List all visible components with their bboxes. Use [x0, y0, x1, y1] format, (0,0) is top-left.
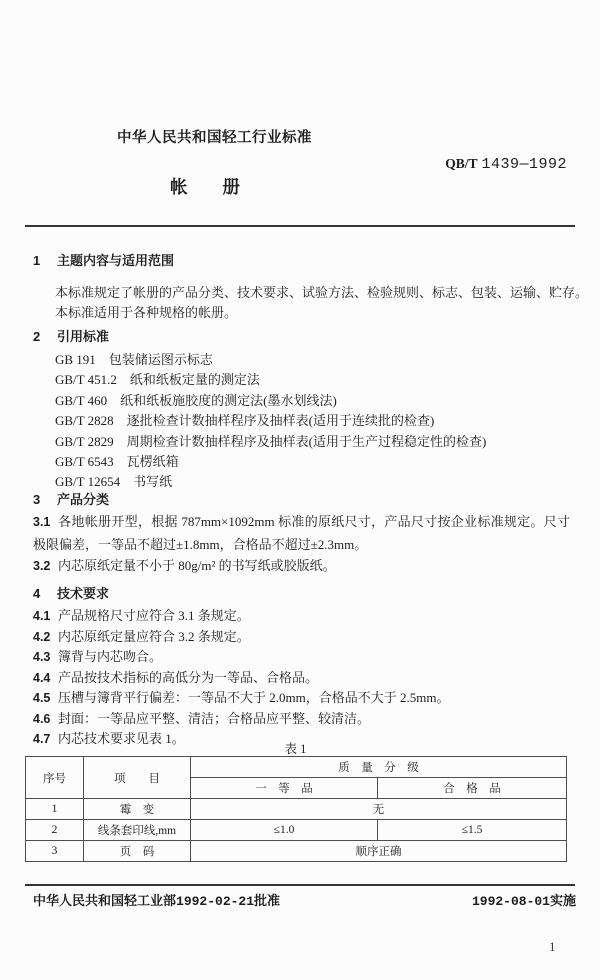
reference-item: [55, 350, 486, 370]
table-cell-seq: 2: [26, 820, 84, 841]
reference-title: 逐批检查计数抽样程序及抽样表(适用于连续批的检查): [126, 413, 435, 429]
header-divider: [25, 225, 575, 227]
clause-4-3: [33, 647, 449, 668]
table-cell-seq: 3: [26, 841, 84, 862]
approval-suffix: 批准: [254, 893, 281, 908]
document-title: 帐 册: [170, 177, 240, 197]
table-cell-first-grade: ≤1.0: [191, 820, 378, 841]
reference-item: [55, 432, 486, 452]
table-cell-seq: 1: [26, 799, 84, 820]
table-cell-value: 无: [191, 799, 567, 820]
clause-4-1: [33, 606, 449, 627]
section-2-heading: [33, 326, 109, 345]
clause-4-7-text: 内芯技术要求见表 1。: [58, 731, 185, 746]
clause-4-2-text: 内芯原纸定量应符合 3.2 条规定。: [58, 628, 250, 644]
section-4-clauses: [33, 606, 449, 750]
table-row: [26, 820, 567, 841]
scope-paragraph-2: 本标准适用于各种规格的帐册。: [55, 305, 238, 320]
reference-title: 纸和纸板施胶度的测定法(墨水划线法): [120, 392, 337, 408]
reference-item: [55, 472, 486, 492]
section-1-title: 主题内容与适用范围: [57, 253, 175, 268]
table-1-caption: 表 1: [284, 742, 307, 756]
reference-title: 包装储运图示标志: [108, 352, 213, 367]
clause-4-5: [33, 688, 449, 709]
reference-code: GB/T 12654: [55, 474, 121, 490]
approval-org: 中华人民共和国轻工业部: [33, 893, 177, 908]
table-header-row-1: [26, 757, 567, 778]
clause-4-7-number: 4.7: [33, 732, 51, 746]
clause-3-1-text: 各地帐册开型，根据 787mm×1092mm 标准的原纸尺寸，产品尺寸按企业标准规定。尺寸极限偏差，一等品不超过±1.8mm，合格品不超过±2.3mm。: [33, 514, 570, 552]
clause-3-2-text: 内芯原纸定量不小于 80g/m² 的书写纸或胶版纸。: [58, 558, 336, 573]
section-4-heading: [33, 583, 109, 602]
reference-title: 书写纸: [133, 474, 173, 490]
clause-4-2: [33, 627, 449, 648]
clause-3-2-number: 3.2: [33, 559, 51, 573]
clause-4-3-number: 4.3: [33, 650, 51, 664]
footer-divider: [25, 884, 575, 886]
clause-3-1: [33, 511, 570, 556]
table-cell-value: 顺序正确: [191, 841, 567, 862]
reference-code: GB/T 2828: [55, 413, 114, 429]
clause-4-2-number: 4.2: [33, 629, 51, 644]
reference-code: GB/T 2829: [55, 433, 114, 449]
table-row: [26, 799, 567, 820]
standard-category-heading: 中华人民共和国轻工行业标准: [117, 130, 312, 146]
clause-4-6-text: 封面：一等品应平整、清洁；合格品应平整、较清洁。: [58, 710, 371, 726]
section-4-title: 技术要求: [57, 586, 110, 601]
page-number: 1: [549, 939, 556, 954]
clause-4-4-text: 产品按技术指标的高低分为一等品、合格品。: [58, 669, 319, 685]
reference-code: GB 191: [55, 352, 96, 367]
scope-paragraph-1: 本标准规定了帐册的产品分类、技术要求、试验方法、检验规则、标志、包装、运输、贮存。: [55, 285, 589, 300]
implementation-date: 1992-08-01: [471, 894, 550, 909]
table-header-item: 项 目: [84, 757, 191, 799]
reference-item: [55, 370, 486, 390]
clause-3-1-number: 3.1: [33, 515, 51, 529]
clause-3-2: [33, 555, 336, 574]
reference-code: GB/T 451.2: [55, 372, 117, 388]
clause-4-1-text: 产品规格尺寸应符合 3.1 条规定。: [58, 608, 250, 623]
reference-title: 周期检查计数抽样程序及抽样表(适用于生产过程稳定性的检查): [126, 433, 487, 449]
standard-number: [445, 155, 567, 173]
section-1-heading: [33, 250, 174, 269]
clause-4-6-number: 4.6: [33, 711, 51, 726]
reference-list: [55, 350, 486, 493]
clause-4-5-text: 压槽与簿背平行偏差：一等品不大于 2.0mm，合格品不大于 2.5mm。: [58, 690, 450, 705]
reference-item: [55, 411, 486, 431]
section-4-number: 4: [33, 586, 41, 601]
standard-number-digits: 1439—1992: [481, 156, 567, 173]
implementation-suffix: 实施: [549, 893, 576, 908]
table-header-qualified-grade: 合 格 品: [378, 778, 567, 799]
approval-line: [33, 890, 280, 910]
reference-item: [55, 391, 486, 411]
clause-4-4: [33, 668, 449, 689]
table-header-quality-grade: 质 量 分 级: [191, 757, 567, 778]
table-header-seq: 序号: [26, 757, 84, 799]
table-cell-item: 霉 变: [84, 799, 191, 820]
clause-4-5-number: 4.5: [33, 691, 51, 705]
reference-title: 纸和纸板定量的测定法: [129, 372, 260, 388]
reference-title: 瓦楞纸箱: [126, 454, 179, 470]
reference-item: [55, 452, 486, 472]
table-1: [25, 756, 567, 862]
standard-number-prefix: QB/T: [445, 156, 478, 171]
reference-code: GB/T 6543: [55, 454, 114, 470]
section-2-title: 引用标准: [57, 329, 110, 344]
section-3-heading: [33, 489, 109, 508]
table-cell-item: 线条套印线,mm: [84, 820, 191, 841]
clause-4-1-number: 4.1: [33, 609, 51, 623]
clause-4-6: [33, 709, 449, 730]
clause-4-3-text: 簿背与内芯吻合。: [58, 649, 163, 664]
clause-4-4-number: 4.4: [33, 670, 51, 685]
section-1-number: 1: [33, 253, 41, 268]
section-3-number: 3: [33, 492, 41, 507]
table-header-first-grade: 一 等 品: [191, 778, 378, 799]
table-row: [26, 841, 567, 862]
reference-code: GB/T 460: [55, 392, 108, 408]
approval-date: 1992-02-21: [176, 894, 255, 909]
table-cell-item: 页 码: [84, 841, 191, 862]
section-2-number: 2: [33, 329, 41, 344]
implementation-line: [472, 890, 576, 910]
table-cell-qualified-grade: ≤1.5: [378, 820, 567, 841]
section-3-title: 产品分类: [57, 492, 110, 507]
